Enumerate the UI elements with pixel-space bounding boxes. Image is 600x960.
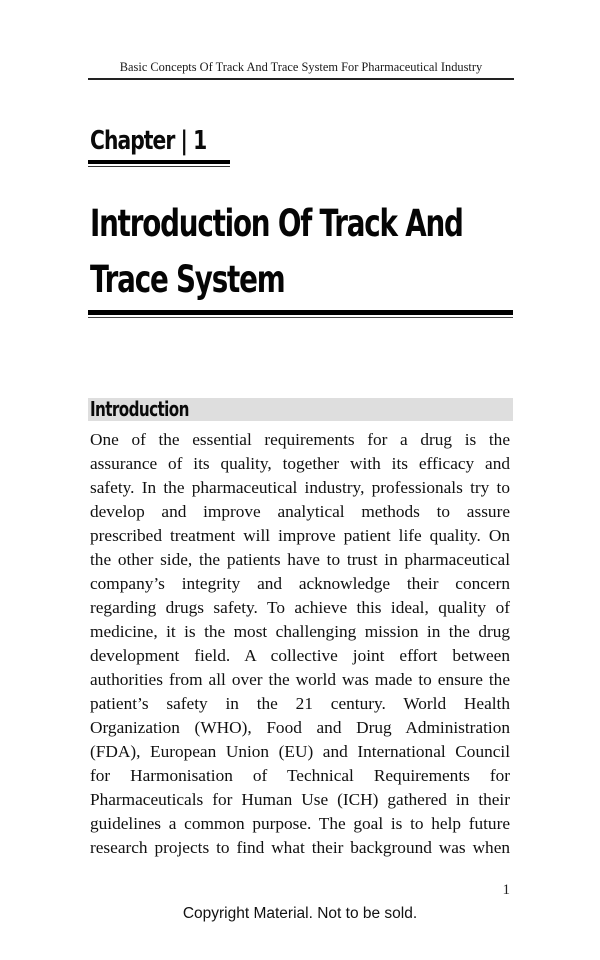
chapter-rule <box>88 160 230 164</box>
chapter-title-text: Introduction Of Track And Trace System <box>90 202 463 301</box>
paragraph-line: Pharmaceuticals for Human Use (ICH) gathered in their <box>90 790 510 809</box>
title-rule <box>88 310 513 315</box>
paragraph-line: authorities from all over the world was made to ensure the <box>90 670 510 689</box>
header-rule <box>88 78 514 80</box>
paragraph-line: prescribed treatment will improve patient life quality. On <box>90 526 510 545</box>
paragraph-line: safety. In the pharmaceutical industry, professionals try to <box>90 478 510 497</box>
page-number: 1 <box>502 882 510 898</box>
paragraph-line: assurance of its quality, together with its efficacy and <box>90 454 510 473</box>
chapter-rule-thin <box>88 166 230 167</box>
paragraph-line: medicine, it is the most challenging mission in the drug <box>90 622 510 641</box>
paragraph-line: for Harmonisation of Technical Requirements for <box>90 766 510 785</box>
title-rule-thin <box>88 317 513 318</box>
paragraph-line: guidelines a common purpose. The goal is to help future <box>90 814 510 833</box>
chapter-title <box>90 196 510 308</box>
paragraph-line: One of the essential requirements for a drug is the <box>90 430 510 449</box>
paragraph-line: (FDA), European Union (EU) and International Council <box>90 742 510 761</box>
body-paragraph <box>90 428 510 860</box>
paragraph-line: Organization (WHO), Food and Drug Administration <box>90 718 510 737</box>
chapter-label: Chapter | 1 <box>90 126 207 156</box>
paragraph-line: develop and improve analytical methods to assure <box>90 502 510 521</box>
running-header: Basic Concepts Of Track And Trace System For Pharmaceutical Industry <box>119 60 483 74</box>
paragraph-line: company’s integrity and acknowledge their concern <box>90 574 510 593</box>
paragraph-line: patient’s safety in the 21 century. World Health <box>90 694 510 713</box>
paragraph-line: the other side, the patients have to trust in pharmaceutical <box>90 550 510 569</box>
copyright-notice: Copyright Material. Not to be sold. <box>182 905 418 922</box>
paragraph-line: development field. A collective joint effort between <box>90 646 510 665</box>
paragraph-line: regarding drugs safety. To achieve this ideal, quality of <box>90 598 510 617</box>
paragraph-line: research projects to find what their background was when <box>90 838 510 857</box>
section-heading: Introduction <box>90 397 189 421</box>
